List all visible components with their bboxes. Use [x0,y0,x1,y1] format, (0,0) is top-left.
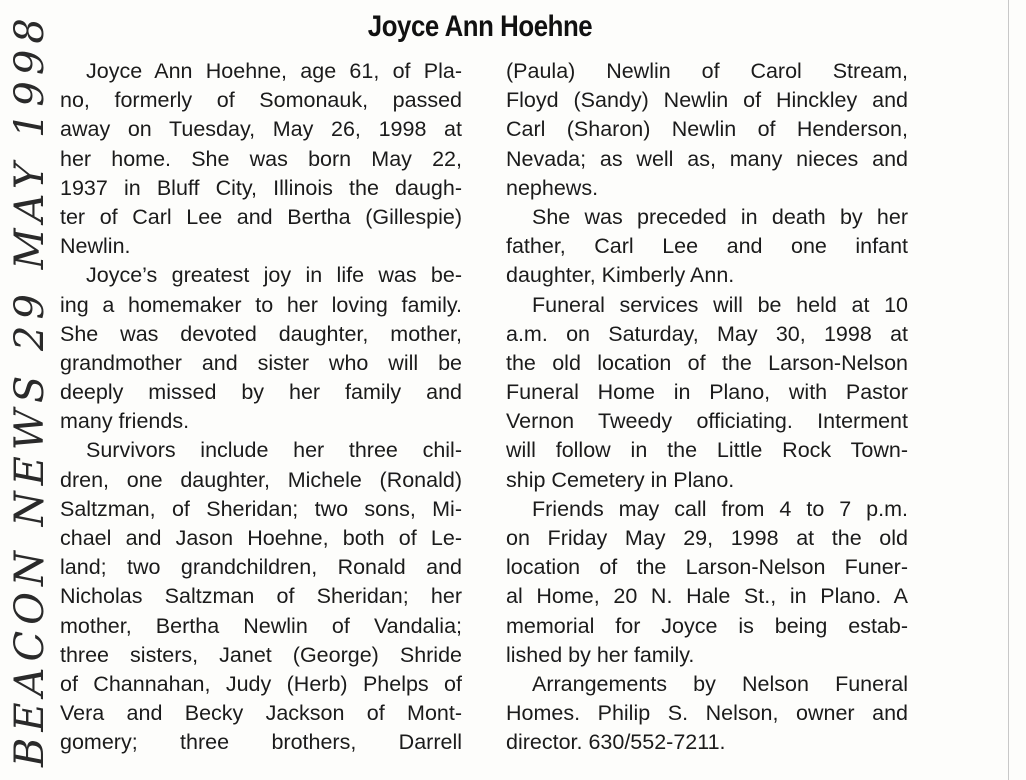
text-line: She was preceded in death by her [532,204,908,229]
text-line: mother, Bertha Newlin of Vandalia; [60,613,462,638]
text-line: Survivors include her three chil- [86,438,462,463]
text-line: land; two grandchildren, Ronald and [60,555,462,580]
text-line: director. 630/552-7211. [506,730,726,755]
text-line: Funeral Home in Plano, with Pastor [506,380,908,405]
text-line: Vernon Tweedy officiating. Interment [506,409,908,434]
scan-edge-mark [1008,0,1009,780]
text-line: grandmother and sister who will be [60,350,462,375]
text-line: a.m. on Saturday, May 30, 1998 at [506,321,908,346]
text-line: Floyd (Sandy) Newlin of Hinckley and [506,88,908,113]
text-line: ter of Carl Lee and Bertha (Gillespie) [60,204,462,229]
text-line: Vera and Becky Jackson of Mont- [60,701,462,726]
text-line: deeply missed by her family and [60,380,462,405]
text-line: daughter, Kimberly Ann. [506,263,735,288]
text-line: She was devoted daughter, mother, [60,321,462,346]
text-line: al Home, 20 N. Hale St., in Plano. A [506,584,908,609]
text-line: nephews. [506,175,599,200]
text-line: Nicholas Saltzman of Sheridan; her [60,584,462,609]
text-line: Newlin. [60,234,131,259]
text-line: (Paula) Newlin of Carol Stream, [506,59,908,83]
text-line: Arrangements by Nelson Funeral [532,671,908,696]
text-line: father, Carl Lee and one infant [506,234,908,259]
text-line: Carl (Sharon) Newlin of Henderson, [506,117,908,142]
text-line: Saltzman, of Sheridan; two sons, Mi- [60,496,462,521]
text-line: Joyce’s greatest joy in life was be- [86,263,462,288]
text-line: Joyce Ann Hoehne, age 61, of Pla- [86,59,462,83]
text-line: dren, one daughter, Michele (Ronald) [60,467,462,492]
text-line: ship Cemetery in Plano. [506,467,735,492]
text-line: gomery; three brothers, Darrell [60,730,462,755]
text-line: on Friday May 29, 1998 at the old [506,526,908,550]
text-line: ing a homemaker to her loving family. [60,292,462,317]
text-line: Nevada; as well as, many nieces and [506,146,908,171]
text-line: the old location of the Larson-Nelson [506,350,908,375]
left-column [60,57,462,758]
text-line: memorial for Joyce is being estab- [506,613,908,638]
text-line: Funeral services will be held at 10 [532,292,908,317]
text-line: chael and Jason Hoehne, both of Le- [60,526,462,550]
right-column [506,57,908,758]
text-line: will follow in the Little Rock Town- [506,438,908,463]
text-line: no, formerly of Somonauk, passed [60,88,462,113]
text-line: location of the Larson-Nelson Funer- [506,555,908,580]
text-line: Homes. Philip S. Nelson, owner and [506,701,908,726]
text-line: of Channahan, Judy (Herb) Phelps of [60,671,462,696]
text-line: away on Tuesday, May 26, 1998 at [60,117,462,142]
text-line: three sisters, Janet (George) Shride [60,642,462,667]
text-line: Friends may call from 4 to 7 p.m. [532,496,908,521]
text-line: her home. She was born May 22, [60,146,462,171]
handwritten-source-note: BEACON NEWS 29 MAY 1998 [7,12,53,767]
text-line: many friends. [60,409,190,434]
text-line: 1937 in Bluff City, Illinois the daugh- [60,175,462,200]
obituary-headline: Joyce Ann Hoehne [367,10,593,43]
text-line: lished by her family. [506,642,695,667]
